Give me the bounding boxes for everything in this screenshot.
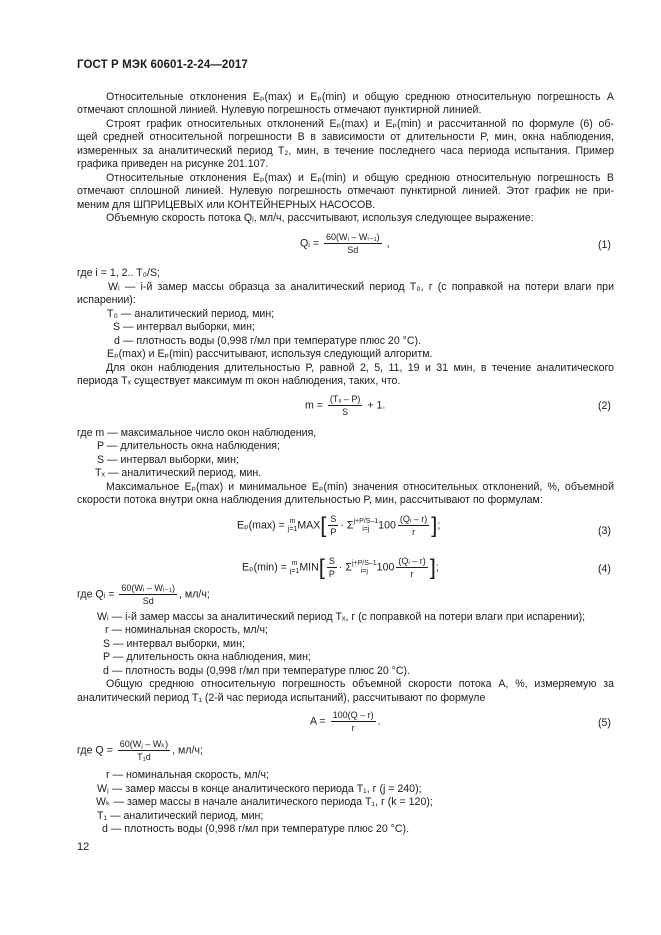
equation-tail: ; bbox=[435, 561, 439, 574]
fraction bbox=[119, 583, 177, 606]
operator-range bbox=[288, 518, 298, 534]
qi-definition bbox=[77, 583, 210, 606]
fraction bbox=[324, 232, 382, 255]
equation-tail: + 1. bbox=[367, 399, 386, 412]
text-line: d — плотность воды (0,998 г/мл при температуре плюс 20 °С). bbox=[102, 823, 410, 835]
text-line: где i = 1, 2.. T₀/S; bbox=[77, 267, 160, 279]
bracket-left: [ bbox=[318, 554, 325, 580]
fraction bbox=[328, 394, 362, 417]
text-line: измеренных за аналитический период T₂, мин, в течение последнего часа периода испытания. Пример bbox=[77, 145, 614, 157]
numerator: (Qᵢ – r) bbox=[399, 514, 428, 524]
numerator: S bbox=[330, 514, 337, 524]
constant: 100 bbox=[378, 519, 396, 532]
text-line: S — интервал выборки, мин; bbox=[103, 638, 245, 650]
bracket-left: [ bbox=[320, 512, 327, 538]
denominator: P bbox=[330, 527, 337, 537]
text-line: S — интервал выборки, мин; bbox=[113, 321, 255, 333]
range-top: m bbox=[289, 517, 296, 525]
bracket-right: ] bbox=[429, 554, 436, 580]
text-line: Относительные отклонения Eₚ(max) и Eₚ(min) и общую среднюю относительную погрешность A bbox=[106, 91, 614, 103]
operator: MAX bbox=[297, 519, 321, 532]
text-line: P — длительность окна наблюдения, мин; bbox=[103, 651, 311, 663]
equation-number: (3) bbox=[598, 525, 611, 537]
range-bottom: j=1 bbox=[289, 567, 300, 575]
text-line: T₁ — аналитический период, мин; bbox=[97, 810, 264, 822]
equation-lhs: Eₚ(min) = bbox=[242, 561, 287, 574]
text-line: скорости потока внутри окна наблюдения длительностью P, мин, рассчитывают по формулам: bbox=[77, 494, 543, 506]
text-line: Объемную скорость потока Qᵢ, мл/ч, рассчитывают, используя следующее выражение: bbox=[106, 212, 534, 224]
text-line: r — номинальная скорость, мл/ч; bbox=[106, 769, 269, 781]
text-line: Eₚ(max) и Eₚ(min) рассчитывают, используя следующий алгоритм. bbox=[107, 348, 433, 360]
text-line: Для окон наблюдения длительностью P, равной 2, 5, 11, 19 и 31 мин, в течение аналитического bbox=[106, 362, 614, 374]
definition-unit: , мл/ч; bbox=[172, 744, 203, 757]
text-line: P — длительность окна наблюдения; bbox=[97, 440, 280, 452]
text-line: T₀ — аналитический период, мин; bbox=[107, 308, 275, 320]
text-line: Wₖ — замер массы в начале аналитического периода T₁, г (k = 120); bbox=[96, 796, 433, 808]
operator-range bbox=[290, 560, 300, 576]
range-top: m bbox=[291, 559, 298, 567]
numerator: S bbox=[328, 556, 335, 566]
range-bottom: i=j bbox=[360, 567, 368, 575]
denominator: r bbox=[412, 527, 416, 537]
document-header: ГОСТ Р МЭК 60601-2-24—2017 bbox=[77, 59, 248, 71]
range-bottom: i=j bbox=[362, 525, 370, 533]
sum-range bbox=[353, 518, 378, 534]
denominator: Sd bbox=[142, 596, 154, 606]
equation-lhs: m = bbox=[305, 399, 323, 412]
fraction bbox=[396, 556, 427, 579]
denominator: r bbox=[410, 569, 414, 579]
text-line: Максимальное Eₚ(max) и минимальное Eₚ(min) значения относительных отклонений, %, объемной bbox=[106, 481, 614, 493]
numerator: 60(Wⱼ – Wₖ) bbox=[119, 739, 169, 749]
text-line: щей средней относительной погрешности B в зависимости от длительности P, мин, окна наблюдения, bbox=[77, 131, 614, 143]
denominator: Sd bbox=[347, 245, 359, 255]
equation-tail: , bbox=[386, 237, 390, 250]
fraction bbox=[327, 556, 337, 579]
fraction bbox=[328, 514, 338, 537]
equation-tail: . bbox=[377, 715, 381, 728]
fraction bbox=[331, 710, 376, 733]
numerator: (Qᵢ – r) bbox=[398, 556, 426, 566]
range-bottom: j=1 bbox=[287, 525, 298, 533]
equation-3: Eₚ(max) = m j=1MAX[ $\frac{S}{P}$ · Σj+P/S–1 i=j 100 $\frac{\text{(Qᵢ – r)}}{r}$ ]; bbox=[237, 512, 441, 538]
text-line: аналитический период T₁ (2-й час периода испытаний), рассчитывают по формуле bbox=[77, 692, 486, 704]
equation-lhs: Eₚ(max) = bbox=[237, 519, 285, 532]
text-line: Tₓ — аналитический период, мин. bbox=[95, 467, 262, 479]
text-line: r — номинальная скорость, мл/ч; bbox=[105, 624, 268, 636]
equation-tail: ; bbox=[437, 519, 441, 532]
text-line: Wᵢ — i-й замер массы образца за аналитический период T₀, г (с поправкой на потери влаги при bbox=[108, 281, 614, 293]
text-line: графика приведен на рисунке 201.107. bbox=[77, 158, 269, 170]
equation-1 bbox=[300, 232, 390, 255]
range-top: j+P/S–1 bbox=[351, 559, 377, 567]
numerator: 60(Wᵢ – Wᵢ₋₁) bbox=[121, 583, 176, 593]
text-line: Строят график относительных отклонений Eₚ(max) и Eₚ(min) и рассчитанной по формуле (6) об- bbox=[106, 118, 614, 130]
definition-unit: , мл/ч; bbox=[179, 588, 210, 601]
definition-label: где Q = bbox=[77, 744, 113, 757]
text-line: Общую среднюю относительную погрешность объемной скорости потока A, %, измеряемую за bbox=[106, 678, 614, 690]
text-line: Относительные отклонения Eₚ(max) и Eₚ(min) и общую среднюю относительную погрешность B bbox=[106, 172, 614, 184]
equation-number: (5) bbox=[598, 717, 611, 729]
equation-lhs: Qᵢ = bbox=[300, 237, 320, 250]
range-top: j+P/S–1 bbox=[353, 517, 379, 525]
equation-lhs: A = bbox=[310, 715, 326, 728]
text-line: Wⱼ — замер массы в конце аналитического периода T₁, г (j = 240); bbox=[97, 783, 422, 795]
text-line: отмечают сплошной линией. Нулевую погрешность отмечают пунктирной линией. Этот график не при- bbox=[77, 185, 614, 197]
definition-label: где Qᵢ = bbox=[77, 588, 115, 601]
text-line: S — интервал выборки, мин; bbox=[97, 454, 239, 466]
text-line: Wᵢ — i-й замер массы за аналитический период Tₓ, г (с поправкой на потери влаги при испарении); bbox=[97, 611, 586, 623]
q-definition bbox=[77, 739, 203, 762]
constant: 100 bbox=[376, 561, 395, 574]
text-line: отмечают сплошной линией. Нулевую погрешность отмечают пунктирной линией. bbox=[77, 104, 482, 116]
fraction bbox=[118, 739, 170, 762]
equation-2 bbox=[305, 394, 385, 417]
text-line: меним для ШПРИЦЕВЫХ или КОНТЕЙНЕРНЫХ НАСОСОВ. bbox=[77, 199, 376, 211]
text-line: испарении): bbox=[77, 294, 136, 306]
numerator: (Tₓ – P) bbox=[329, 394, 361, 404]
text-line: d — плотность воды (0,998 г/мл при температуре плюс 20 °С). bbox=[114, 335, 422, 347]
denominator: T₁d bbox=[137, 752, 151, 762]
equation-number: (1) bbox=[598, 239, 611, 251]
equation-number: (2) bbox=[598, 400, 611, 412]
equation-number: (4) bbox=[598, 563, 611, 575]
denominator: P bbox=[328, 569, 335, 579]
page-number: 12 bbox=[77, 841, 90, 853]
numerator: 100(Q – r) bbox=[332, 710, 374, 720]
operator: MIN bbox=[299, 561, 319, 574]
fraction bbox=[398, 514, 429, 537]
denominator: S bbox=[342, 407, 349, 417]
bracket-right: ] bbox=[431, 512, 438, 538]
numerator: 60(Wᵢ – Wᵢ₋₁) bbox=[326, 232, 380, 242]
text-line: где m — максимальное число окон наблюдения, bbox=[77, 427, 317, 439]
equation-4: Eₚ(min) = m j=1MIN[ $\frac{S}{P}$ · Σj+P/S–1 i=j 100 $\frac{\text{(Qᵢ – r)}}{r}$ ]; bbox=[242, 554, 439, 580]
text-line: d — плотность воды (0,998 г/мл при температуре плюс 20 °С). bbox=[103, 665, 411, 677]
denominator: r bbox=[351, 723, 355, 733]
text-line: периода Tₓ существует максимум m окон наблюдения, таких, что. bbox=[77, 375, 401, 387]
equation-5 bbox=[310, 710, 381, 733]
sum-range bbox=[352, 560, 377, 576]
